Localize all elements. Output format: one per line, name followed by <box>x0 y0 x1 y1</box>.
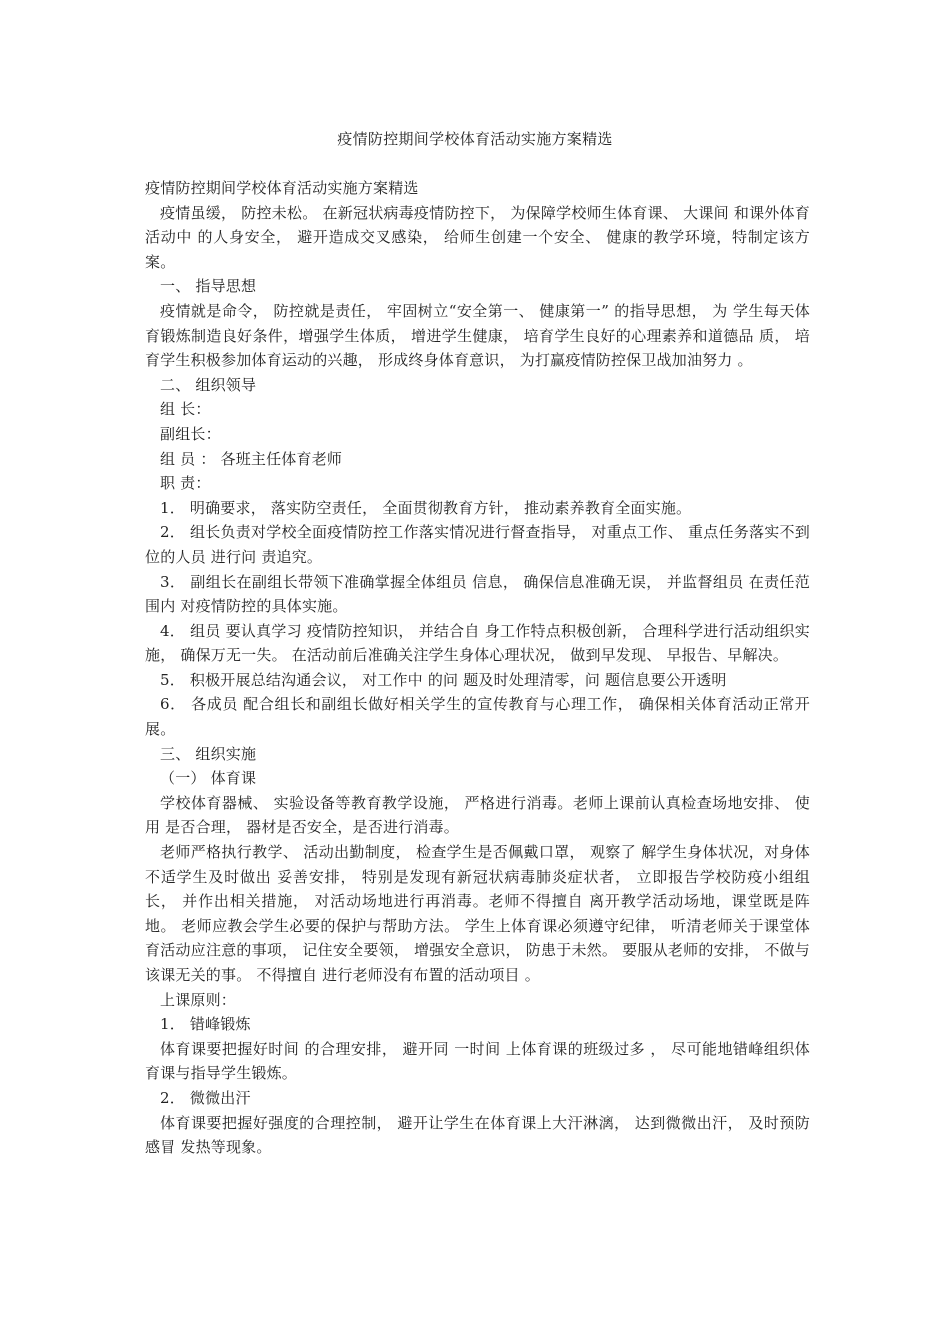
paragraph: 6． 各成员 配合组长和副组长做好相关学生的宣传教育与心理工作， 确保相关体育活动正常开展。 <box>145 695 810 739</box>
paragraph: 5． 积极开展总结沟通会议， 对工作中 的问 题及时处理清零，问 题信息要公开透明 <box>160 670 727 689</box>
paragraph: 体育课要把握好时间 的合理安排， 避开同 一时间 上体育课的班级过多 ， 尽可能地错峰组织体育课与指导学生锻炼。 <box>145 1039 811 1083</box>
paragraph: 学校体育器械、 实验设备等教育教学设施， 严格进行消毒。老师上课前认真检查场地安排、 使用 是否合理， 器材是否安全，是否进行消毒。 <box>145 793 810 837</box>
paragraph: 2． 组长负责对学校全面疫情防控工作落实情况进行督查指导， 对重点工作、 重点任务落实不到位的人员 进行问 责追究。 <box>145 523 810 566</box>
paragraph: 体育课要把握好强度的合理控制， 避开让学生在体育课上大汗淋漓， 达到微微出汗， 及时预防感冒 发热等现象。 <box>145 1113 810 1157</box>
document-body <box>145 176 810 1160</box>
paragraph: 2． 微微出汗 <box>160 1088 251 1107</box>
paragraph: 副组长： <box>160 424 221 443</box>
paragraph: 三、 组织实施 <box>160 744 257 763</box>
paragraph: 3． 副组长在副组长带领下准确掌握全体组员 信息， 确保信息准确无误， 并监督组员 在责任范围内 对疫情防控的具体实施。 <box>145 572 810 616</box>
paragraph: 疫情虽缓， 防控未松。 在新冠状病毒疫情防控下， 为保障学校师生体育课、 大课间 和课外体育活动中 的人身安全， 避开造成交叉感染， 给师生创建一个安全、 健康的教学环境，特制定该方案。 <box>145 203 810 271</box>
paragraph: 1． 明确要求， 落实防空责任， 全面贯彻教育方针， 推动素养教育全面实施。 <box>160 498 692 517</box>
paragraph: 4． 组员 要认真学习 疫情防控知识， 并结合自 身工作特点积极创新， 合理科学进行活动组织实施， 确保万无一失。 在活动前后准确关注学生身体心理状况， 做到早发现、 早报告、早解决。 <box>145 621 810 665</box>
paragraph: 上课原则： <box>160 990 237 1009</box>
paragraph: 1． 错峰锻炼 <box>160 1015 251 1034</box>
paragraph: 老师严格执行教学、 活动出勤制度， 检查学生是否佩戴口罩， 观察了 解学生身体状况，对身体不适学生及时做出 妥善安排， 特别是发现有新冠状病毒肺炎症状者， 立即报告学校防疫小组组长， 并作出相关措施， 对活动场地进行再消毒。老师不得擅自 离开教学活动场地，课堂既是阵地。 老师应教会学生必要的保护与帮助方法。 学生上体育课必须遵守纪律， 听清老师关于课堂体育活动应注意的事项， 记住安全要领， 增强安全意识， 防患于未然。 要服从老师的安排， 不做与该课无关的事。 不得擅自 进行老师没有布置的活动项目 。 <box>145 843 810 984</box>
paragraph: 疫情就是命令， 防控就是责任， 牢固树立“安全第一、 健康第一” 的指导思想， 为 学生每天体育锻炼制造良好条件，增强学生体质， 增进学生健康， 培育学生良好的心理素养和道德品 质， 培育学生积极参加体育运动的兴趣， 形成终身体育意识， 为打赢疫情防控保卫战加油努力 。 <box>145 301 810 370</box>
paragraph: 一、 指导思想 <box>160 277 257 296</box>
paragraph: （一） 体育课 <box>160 769 257 788</box>
paragraph: 二、 组织领导 <box>160 375 257 394</box>
document-title: 疫情防控期间学校体育活动实施方案精选 <box>337 130 613 148</box>
paragraph: 职 责： <box>160 474 211 493</box>
paragraph: 组 长： <box>160 400 211 419</box>
paragraph: 疫情防控期间学校体育活动实施方案精选 <box>145 179 419 197</box>
paragraph: 组 员 ： 各班主任体育老师 <box>160 449 343 468</box>
